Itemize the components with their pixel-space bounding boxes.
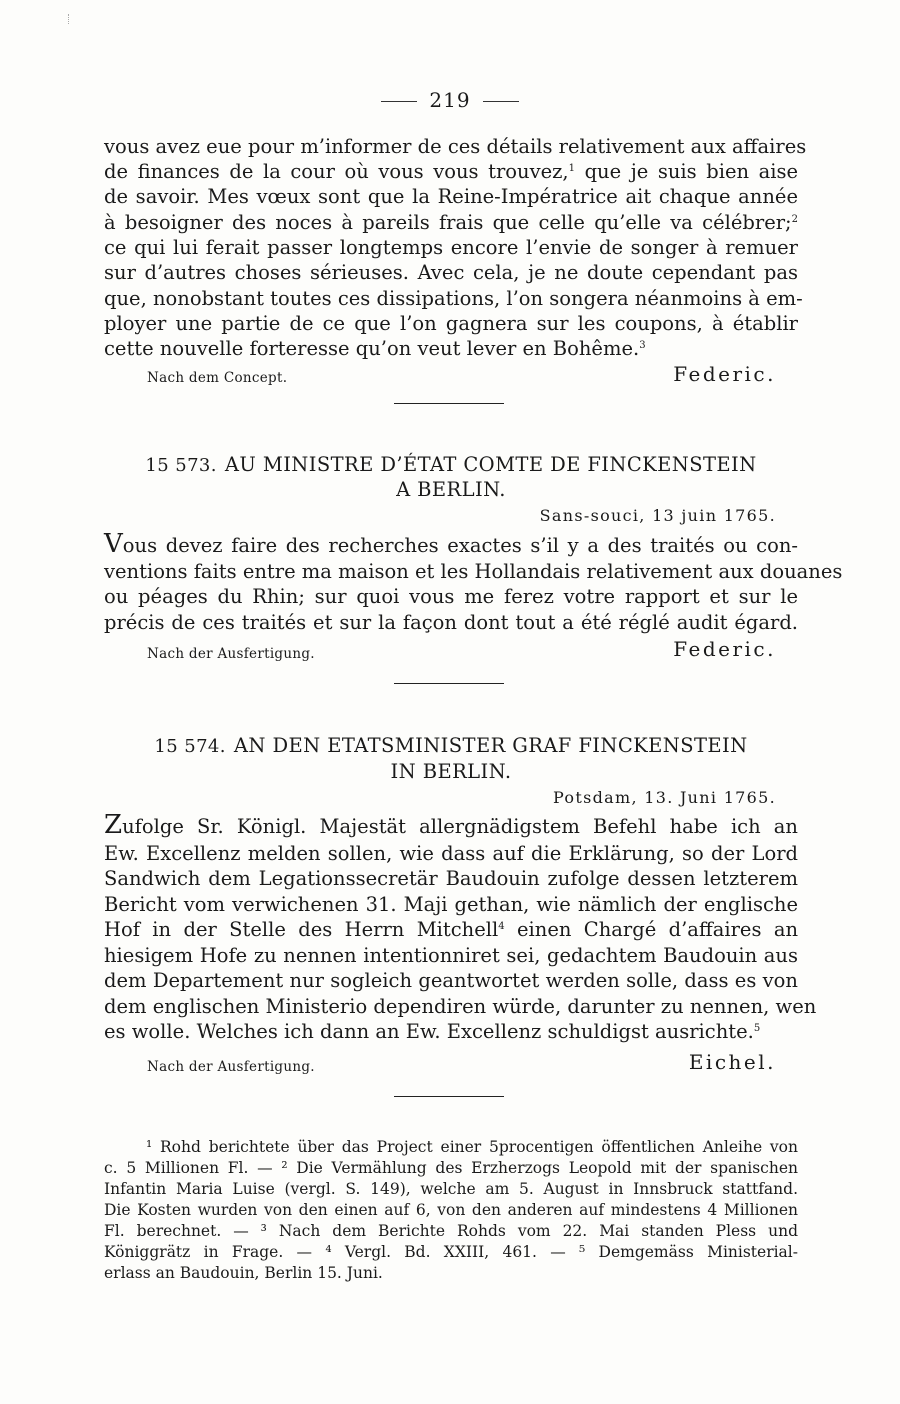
text-segment: einen Chargé d’affaires an — [517, 918, 799, 941]
footnote-ref: 3 — [639, 340, 646, 351]
page-number — [0, 88, 900, 112]
text-line: sur d’autres choses sérieuses. Avec cela, je ne doute cependant pas — [104, 261, 798, 284]
heading-line: IN BERLIN. — [390, 760, 512, 783]
dateline: Potsdam, 13. Juni 1765. — [553, 788, 776, 807]
letter-number: 15 573. — [145, 455, 217, 476]
source-note: Nach der Ausfertigung. — [147, 646, 315, 662]
signature: Federic. — [673, 362, 776, 386]
margin-mark — [68, 14, 71, 24]
text-line — [104, 336, 798, 362]
text-line: que, nonobstant toutes ces dissipations, l’on songera néanmoins à em- — [104, 287, 803, 310]
text-segment: que je suis bien aise — [584, 160, 799, 183]
footnote-line: erlass an Baudouin, Berlin 15. Juni. — [104, 1264, 383, 1282]
text-segment: de finances de la cour où vous vous trouvez, — [104, 160, 569, 183]
text-line: ployer une partie de ce que l’on gagnera sur les coupons, à établir — [104, 312, 798, 335]
footnotes — [104, 1137, 798, 1284]
text-line: hiesigem Hofe zu nennen intentionniret sei, gedachtem Baudouin aus — [104, 944, 798, 967]
text-segment: ufolge Sr. Königl. Majestät allergnädigstem Befehl habe ich an — [122, 815, 798, 838]
footnote-line: c. 5 Millionen Fl. — ² Die Vermählung des Erzherzogs Leopold mit der spanischen — [104, 1159, 798, 1177]
letter-number: 15 574. — [154, 736, 226, 757]
text-line: ce qui lui ferait passer longtemps encore l’envie de songer à remuer — [104, 236, 798, 259]
text-line: ou péages du Rhin; sur quoi vous me ferez votre rapport et sur le — [104, 585, 798, 608]
heading-line: A BERLIN. — [396, 478, 506, 501]
footnote-ref: 1 — [568, 163, 575, 174]
text-segment: ous devez faire des recherches exactes s’il y a des traités ou con- — [122, 534, 798, 557]
text-line: Ew. Excellenz melden sollen, wie dass auf die Erklärung, so der Lord — [104, 842, 798, 865]
text-segment: cette nouvelle forteresse qu’on veut lever en Bohême. — [104, 337, 640, 360]
drop-cap: V — [104, 529, 123, 559]
text-line — [104, 159, 798, 185]
page-number-text: 219 — [429, 88, 471, 112]
footnote-line: Infantin Maria Luise (vergl. S. 149), welche am 5. August in Innsbruck stattfand. — [104, 1180, 798, 1198]
source-note: Nach der Ausfertigung. — [147, 1059, 315, 1075]
text-line — [104, 1019, 798, 1045]
heading-line: AN DEN ETATSMINISTER GRAF FINCKENSTEIN — [233, 734, 748, 757]
text-segment: es wolle. Welches ich dann an Ew. Excellenz schuldigst ausrichte. — [104, 1020, 754, 1043]
text-line — [104, 810, 798, 840]
section-divider — [394, 683, 504, 684]
text-line: dem Departement nur sogleich geantwortet werden solle, dass es von — [104, 969, 798, 992]
page-number-dash-right — [483, 101, 519, 102]
text-line: vous avez eue pour m’informer de ces détails relativement aux affaires — [104, 135, 807, 158]
drop-cap: Z — [104, 810, 123, 840]
footnote-line: Die Kosten wurden von den einen auf 6, von den anderen auf mindestens 4 Millionen — [104, 1201, 798, 1219]
text-line — [104, 210, 798, 236]
text-line: ventions faits entre ma maison et les Hollandais relativement aux douanes — [104, 560, 843, 583]
footnote-ref: 2 — [791, 214, 798, 225]
footnote-line: Fl. berechnet. — ³ Nach dem Berichte Rohds vom 22. Mai standen Pless und — [104, 1222, 798, 1240]
text-line: Bericht vom verwichenen 31. Maji gethan, wie nämlich der englische — [104, 893, 798, 916]
text-line — [104, 529, 798, 559]
letter-heading — [104, 734, 798, 759]
text-line — [104, 917, 798, 943]
text-line: précis de ces traités et sur la façon dont tout a été réglé audit égard. — [104, 611, 798, 634]
footnote-line: ¹ Rohd berichtete über das Project einer 5procentigen öffentlichen Anleihe von — [146, 1138, 798, 1156]
signature: Eichel. — [688, 1050, 776, 1074]
section-divider — [394, 1096, 504, 1097]
section-divider — [394, 403, 504, 404]
text-segment: Hof in der Stelle des Herrn Mitchell — [104, 918, 499, 941]
signature: Federic. — [673, 637, 776, 661]
page-number-dash-left — [381, 101, 417, 102]
source-note: Nach dem Concept. — [147, 370, 288, 386]
dateline: Sans-souci, 13 juin 1765. — [539, 506, 776, 525]
letter-heading — [104, 453, 798, 478]
text-line: dem englischen Ministerio dependiren würde, darunter zu nennen, wen — [104, 995, 817, 1018]
heading-line: AU MINISTRE D’ÉTAT COMTE DE FINCKENSTEIN — [224, 453, 757, 476]
footnote-ref: 5 — [753, 1023, 761, 1034]
text-line: de savoir. Mes vœux sont que la Reine-Impératrice ait chaque année — [104, 185, 798, 208]
text-segment: à besoigner des noces à pareils frais que celle qu’elle va célébrer; — [104, 211, 792, 234]
text-line: Sandwich dem Legationssecretär Baudouin zufolge dessen letzterem — [104, 867, 798, 890]
footnote-ref: 4 — [498, 921, 505, 932]
footnote-line: Königgrätz in Frage. — ⁴ Vergl. Bd. XXIII, 461. — ⁵ Demgemäss Ministerial- — [104, 1243, 798, 1261]
